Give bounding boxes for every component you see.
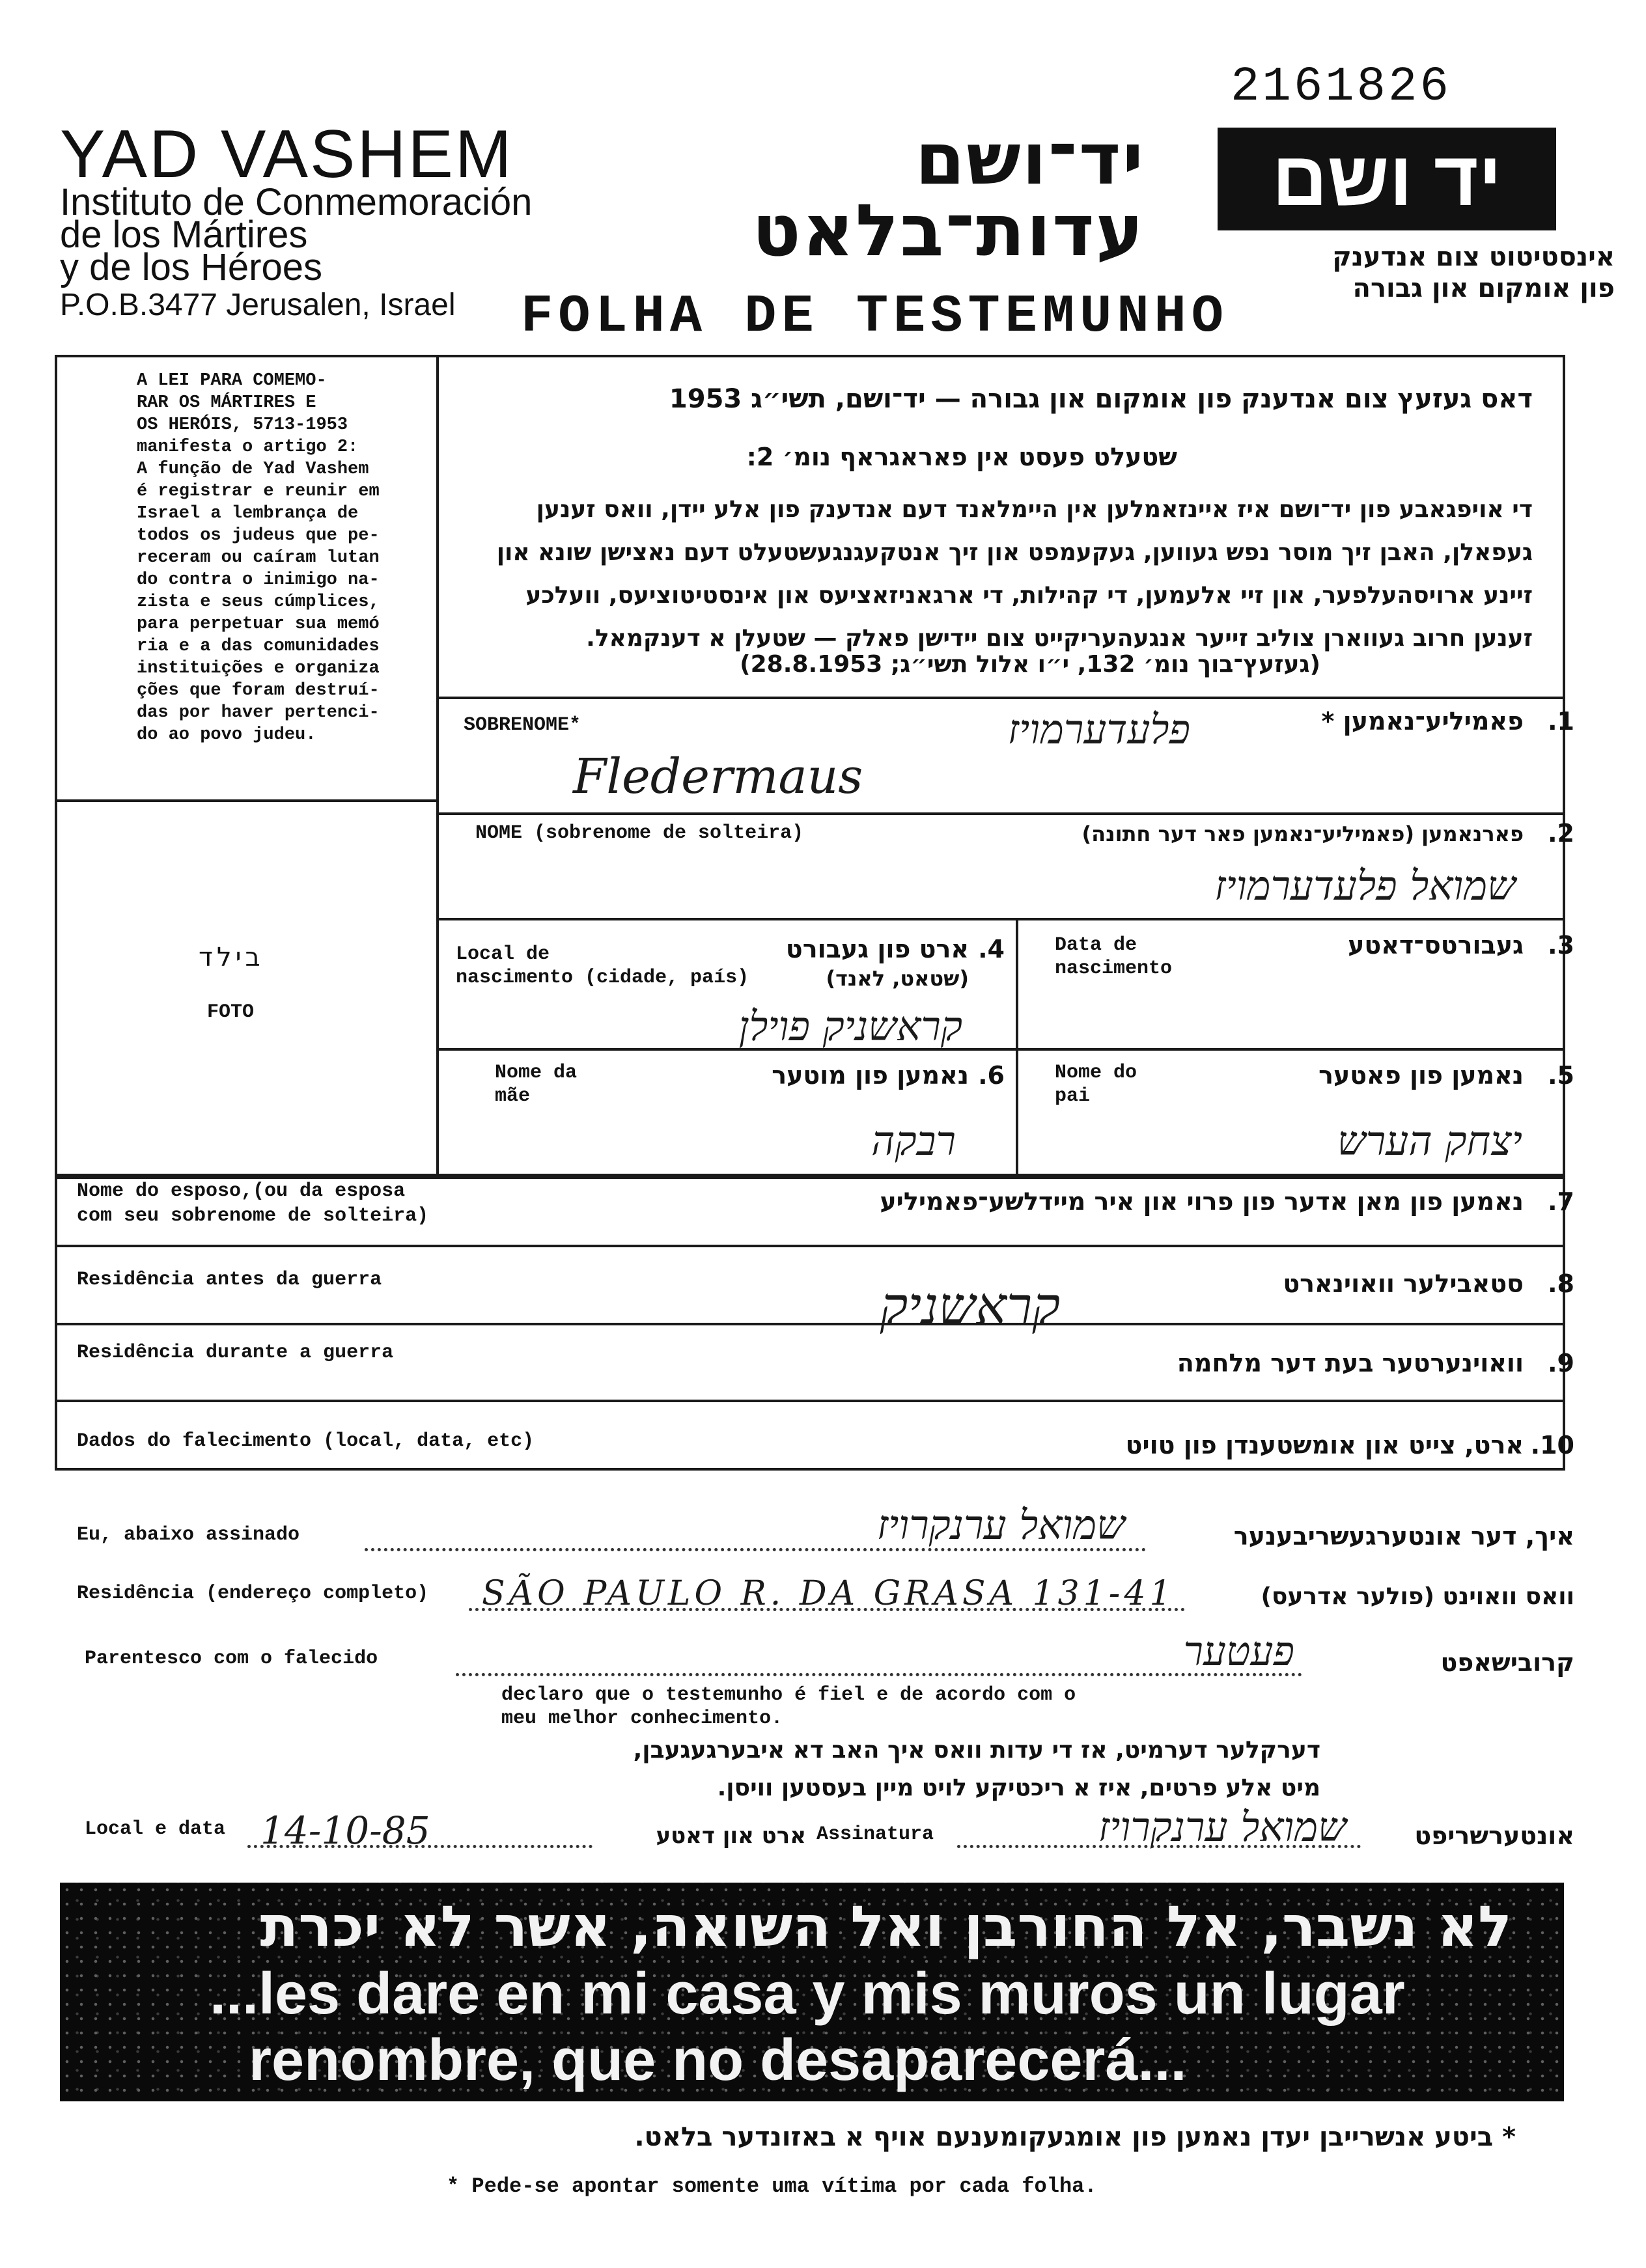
wartime-residence-label: Residência durante a guerra	[77, 1342, 394, 1364]
photo-area-divider	[55, 799, 436, 802]
law-citation: (געזעץ־בוך נומ׳ 132, י״ו אלול תשי״ג; 28.8.1953)	[740, 651, 1320, 678]
birth-date-label: Data de	[1055, 934, 1137, 956]
law-line: é registrar e reunir em	[137, 482, 380, 501]
row-divider	[55, 1400, 1565, 1402]
signature-label-hebrew: אונטערשריפט	[1414, 1821, 1574, 1850]
surname-label-hebrew: פאמיליע־נאמען *	[1321, 707, 1524, 736]
signature-value[interactable]: שמואל ערנקרויז	[1098, 1803, 1346, 1851]
place-date-value[interactable]: 14-10-85	[260, 1808, 430, 1853]
field-number: .8	[1548, 1269, 1574, 1298]
surname-value[interactable]: Fledermaus	[573, 749, 863, 805]
law-title-hebrew: דאס געזעץ צום אנדענק פון אומקום און גבורה — יד־ושם, תשי״ג 1953	[669, 384, 1533, 414]
law-line: RAR OS MÁRTIRES E	[137, 393, 316, 413]
declaration-text: declaro que o testemunho é fiel e de acordo com o	[501, 1684, 1076, 1706]
footnote: * Pede-se apontar somente uma vítima por cada folha.	[447, 2174, 1097, 2198]
logo-subtitle: פון אומקום און גבורה	[1352, 273, 1615, 303]
org-address: P.O.B.3477 Jerusalen, Israel	[60, 288, 456, 322]
relation-value[interactable]: פעטער	[1183, 1627, 1294, 1675]
father-name-value[interactable]: יצחק הערש	[1337, 1117, 1522, 1165]
org-line: Instituto de Conmemoración	[60, 181, 533, 223]
law-line: A função de Yad Vashem	[137, 460, 369, 479]
org-line: de los Mártires	[60, 214, 308, 256]
law-subtitle-hebrew: שטעלט פעסט אין פאראגראף נומ׳ 2:	[746, 443, 1177, 471]
death-details-label-hebrew: ארט, צייט און אומשטענדן פון טויט	[1125, 1431, 1524, 1459]
father-name-label: Nome do	[1055, 1062, 1137, 1084]
relation-label: Parentesco com o falecido	[85, 1648, 378, 1670]
declarant-name-label-hebrew: איך, דער אונטערגעשריבענער	[1233, 1522, 1574, 1551]
law-line: ções que foram destruí-	[137, 681, 380, 700]
birth-date-label-hebrew: געבורטס־דאטע	[1348, 931, 1524, 960]
birth-date-label: nascimento	[1055, 958, 1173, 980]
signature-label: Assinatura	[816, 1823, 934, 1846]
document-number: 2161826	[1231, 60, 1451, 115]
field-number: .1	[1548, 707, 1574, 736]
law-line: zista e seus cúmplices,	[137, 592, 380, 612]
banner-line-hebrew: לא נשבר, אל החורבן ואל השואה, אשר לא יכרת	[260, 1894, 1512, 1959]
father-name-label-hebrew: נאמען פון פאטער	[1318, 1061, 1524, 1090]
given-name-value[interactable]: שמואל פלעדערמויז	[1214, 862, 1516, 909]
prewar-residence-value[interactable]: קראשניק	[880, 1276, 1060, 1336]
mother-name-label-hebrew: נאמען פון מוטער	[772, 1061, 969, 1090]
spouse-label-hebrew: נאמען פון מאן אדער פון פרוי און איר מיידלשע־פאמיליע	[880, 1187, 1524, 1216]
field-number: .5	[1548, 1061, 1574, 1090]
footnote-hebrew: * ביטע אנשרייבן יעדן נאמען פון אומגעקומענעם אויף א באזונדער בלאט.	[634, 2122, 1516, 2152]
given-name-label-hebrew: פארנאמען (פאמיליע־נאמען פאר דער חתונה)	[1081, 822, 1524, 846]
photo-label: FOTO	[207, 1001, 255, 1023]
yad-vashem-logo	[1218, 128, 1556, 230]
field-number: .2	[1548, 819, 1574, 848]
row-divider	[55, 1245, 1565, 1247]
banner-line: ...les dare en mi casa y mis muros un lugar	[210, 1961, 1405, 2026]
banner-line: renombre, que no desaparecerá...	[249, 2028, 1187, 2093]
photo-label-hebrew: בילד	[199, 943, 264, 973]
logo-text: יד ושם	[1272, 136, 1502, 222]
death-details-label: Dados do falecimento (local, data, etc)	[77, 1430, 535, 1452]
birth-place-value[interactable]: קראשניק פוילן	[738, 1003, 962, 1050]
declaration-text-hebrew: מיט אלע פרטים, איז א ריכטיקע לויט מיין בעסטען וויסן.	[717, 1775, 1320, 1801]
birth-place-label: nascimento (cidade, país)	[456, 967, 749, 989]
relation-label-hebrew: קרובישאפט	[1440, 1648, 1574, 1677]
field-number: .6	[978, 1061, 1005, 1090]
row-divider	[436, 697, 1565, 699]
address-label-hebrew: וואס וואוינט (פולער אדרעס)	[1261, 1583, 1574, 1610]
declarant-name-label: Eu, abaixo assinado	[77, 1524, 300, 1546]
field-number: .7	[1548, 1187, 1574, 1216]
row-divider	[436, 918, 1565, 920]
hebrew-form-name: עדות־בלאט	[752, 189, 1145, 272]
surname-value-hebrew[interactable]: פלעדערמויז	[1007, 706, 1190, 753]
given-name-label: NOME (sobrenome de solteira)	[475, 822, 804, 844]
declarant-name-value[interactable]: שמואל ערנקרויז	[876, 1501, 1125, 1549]
law-body-hebrew: די אויפגאבע פון יד־ושם איז איינזאמלען אין היימלאנד דעם אנדענק פון אלע יידן, וואס זענען געפאלן, האבן זיך מוסר נפש געווען, געקעמפט און זיך אנטקעגנגעשטעלט דעם נאצישן שונא און זיינע ארויסהעלפער, און זיי אלעמען, די קהילות, די ארגאניזאציעס און אינסטיטוציעס, וועלכע זענען חרוב געווארן צוליב זייער אנגעהעריקייט צום יידישן פאלק — שטעלן א דענקמאל.	[496, 496, 1533, 652]
law-line: para perpetuar sua memó	[137, 615, 380, 634]
spouse-label: com seu sobrenome de solteira)	[77, 1205, 429, 1227]
law-line: instituições e organiza	[137, 659, 380, 678]
field-number: .4	[978, 935, 1005, 963]
row-divider	[55, 1323, 1565, 1325]
field-number: .10	[1530, 1431, 1574, 1459]
prewar-residence-label: Residência antes da guerra	[77, 1269, 382, 1291]
column-divider	[1016, 1048, 1018, 1176]
place-date-label: Local e data	[85, 1818, 226, 1840]
law-line: do contra o inimigo na-	[137, 570, 380, 590]
law-line: do ao povo judeu.	[137, 725, 316, 745]
quote-banner	[60, 1883, 1564, 2101]
logo-subtitle: אינסטיטוט צום אנדענק	[1332, 242, 1615, 272]
form-title: FOLHA DE TESTEMUNHO	[521, 286, 1229, 347]
mother-name-label: mãe	[495, 1085, 531, 1107]
address-value[interactable]: SÃO PAULO R. DA GRASA 131-41	[482, 1574, 1175, 1613]
row-divider	[436, 812, 1565, 815]
birth-place-label-hebrew: ארט פון געבורט	[785, 935, 969, 963]
law-line: ria e a das comunidades	[137, 637, 380, 656]
mother-name-value[interactable]: רבקה	[871, 1117, 956, 1165]
org-name: YAD VASHEM	[60, 117, 514, 192]
spouse-label: Nome do esposo,(ou da esposa	[77, 1180, 406, 1202]
hebrew-org-name: יד־ושם	[915, 117, 1145, 201]
address-label: Residência (endereço completo)	[77, 1583, 429, 1605]
prewar-residence-label-hebrew: סטאבילער וואוינארט	[1283, 1269, 1524, 1298]
law-line: receram ou caíram lutan	[137, 548, 380, 568]
law-text	[137, 370, 423, 746]
mother-name-label: Nome da	[495, 1062, 578, 1084]
law-line: todos os judeus que pe-	[137, 526, 380, 546]
father-name-label: pai	[1055, 1085, 1091, 1107]
row-divider	[436, 1048, 1565, 1051]
law-line: OS HERÓIS, 5713-1953	[137, 415, 348, 435]
birth-place-label: Local de	[456, 943, 550, 965]
law-line: das por haver pertenci-	[137, 703, 380, 723]
relation-line	[456, 1673, 1302, 1676]
law-line: A LEI PARA COMEMO-	[137, 371, 327, 391]
org-line: y de los Héroes	[60, 246, 322, 288]
field-number: .3	[1548, 931, 1574, 960]
surname-label: SOBRENOME*	[464, 714, 581, 736]
place-date-label-hebrew: ארט און דאטע	[656, 1823, 806, 1849]
wartime-residence-label-hebrew: וואוינערטער בעת דער מלחמה	[1177, 1349, 1524, 1377]
law-line: manifesta o artigo 2:	[137, 437, 359, 457]
declaration-text-hebrew: דערקלער דערמיט, אז די עדות וואס איך האב דא איבערגעגעבן,	[633, 1737, 1320, 1763]
law-line: Israel a lembrança de	[137, 504, 359, 523]
birth-place-sub-hebrew: (שטאט, לאנד)	[826, 966, 969, 991]
column-divider	[436, 355, 439, 1176]
declaration-text: meu melhor conhecimento.	[501, 1708, 783, 1730]
field-number: .9	[1548, 1349, 1574, 1377]
